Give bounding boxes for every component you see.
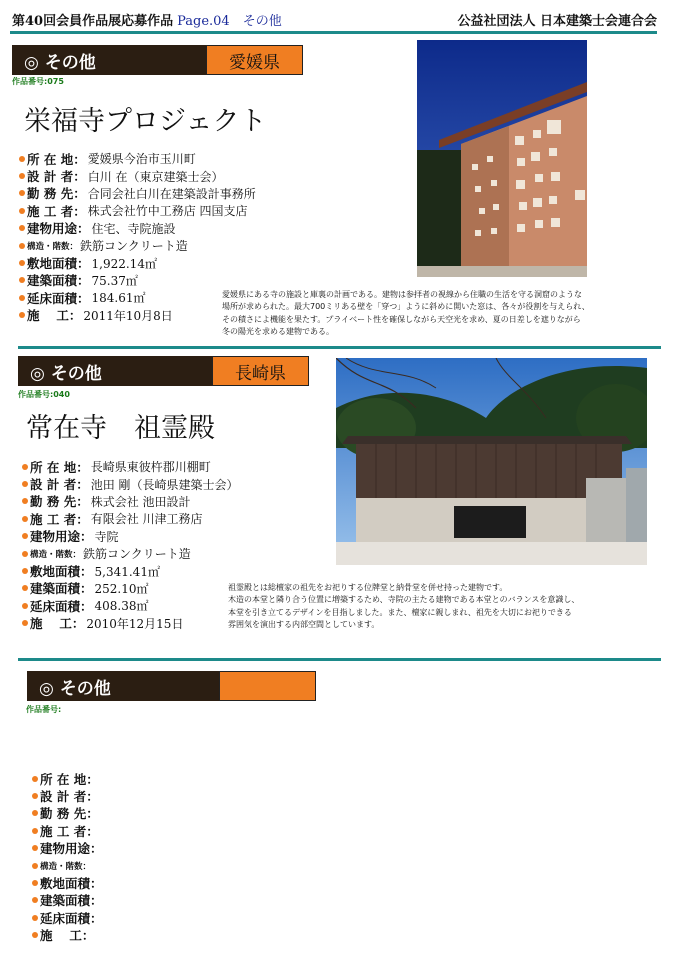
bullet-icon xyxy=(22,585,28,591)
field-value: 株式会社 池田設計 xyxy=(90,494,191,509)
info-row-completion xyxy=(22,615,239,632)
info-row-contractor xyxy=(22,510,239,527)
field-label: 所 在 地： xyxy=(27,151,86,167)
field-label: 施 工 者： xyxy=(40,823,99,839)
project-info-list xyxy=(22,458,239,632)
info-row-contractor xyxy=(19,202,256,219)
field-label: 設 計 者： xyxy=(27,169,86,185)
info-row-employer xyxy=(22,493,239,510)
info-row-completion xyxy=(19,307,256,324)
project-info-list xyxy=(19,150,256,324)
description-line: 木造の本堂と隣り合う位置に増築するため、寺院の主たる建物である本堂とのバランスを意識し、 xyxy=(228,595,580,605)
field-label: 所 在 地： xyxy=(40,771,99,787)
page-label: Page.04 その他 xyxy=(177,14,282,29)
header-divider xyxy=(10,31,657,34)
info-row-designer xyxy=(22,475,239,492)
info-row-completion xyxy=(32,927,103,944)
bullet-icon xyxy=(32,845,38,851)
field-label: 建物用途： xyxy=(27,221,90,237)
bullet-icon xyxy=(32,776,38,782)
bullet-icon xyxy=(19,208,25,214)
field-label: 延床面積： xyxy=(27,290,90,306)
info-row-building-area xyxy=(22,580,239,597)
info-row-use xyxy=(22,528,239,545)
work-number: 作品番号: xyxy=(26,705,62,714)
bullet-icon xyxy=(22,464,28,470)
bullet-icon xyxy=(19,243,25,249)
mausoleum-building-photo-icon xyxy=(336,358,647,565)
info-row-site-area xyxy=(32,874,103,891)
info-row-location xyxy=(32,770,103,787)
field-value: 鉄筋コンクリート造 xyxy=(83,547,191,562)
bullet-icon xyxy=(19,277,25,283)
bullet-icon xyxy=(32,863,38,869)
info-row-use xyxy=(32,840,103,857)
field-value: 株式会社竹中工務店 四国支店 xyxy=(87,204,248,219)
field-value: 住宅、寺院施設 xyxy=(91,221,176,236)
work-number: 作品番号:075 xyxy=(12,77,64,86)
bullet-icon xyxy=(22,516,28,522)
info-row-employer xyxy=(32,805,103,822)
temple-building-photo xyxy=(417,40,587,277)
project-info-list xyxy=(32,770,103,944)
info-row-location xyxy=(22,458,239,475)
temple-building-photo-icon xyxy=(417,40,587,277)
bullet-icon xyxy=(19,260,25,266)
prefecture-label: 長崎県 xyxy=(212,356,309,386)
project-description xyxy=(228,582,668,632)
category-label: ◎ その他 xyxy=(27,671,219,701)
field-value: 5,341.41㎡ xyxy=(94,564,160,579)
field-label: 建築面積： xyxy=(30,581,93,597)
info-row-site-area xyxy=(19,254,256,271)
bullet-icon xyxy=(22,568,28,574)
bullet-icon xyxy=(19,156,25,162)
project-title: 常在寺 祖霊殿 xyxy=(26,413,215,444)
field-label: 施 工： xyxy=(40,928,95,944)
bullet-icon xyxy=(19,295,25,301)
bullet-icon xyxy=(32,915,38,921)
field-value: 寺院 xyxy=(94,529,119,544)
project-title: 栄福寺プロジェクト xyxy=(24,106,267,137)
info-row-structure xyxy=(19,237,256,254)
bullet-icon xyxy=(22,620,28,626)
mausoleum-building-photo xyxy=(336,358,647,565)
info-row-structure xyxy=(22,545,239,562)
document-header xyxy=(12,10,282,29)
bullet-icon xyxy=(32,880,38,886)
category-band xyxy=(18,356,309,386)
info-row-use xyxy=(19,220,256,237)
bullet-icon xyxy=(22,603,28,609)
info-row-location xyxy=(19,150,256,167)
info-row-designer xyxy=(32,787,103,804)
field-label: 施 工： xyxy=(27,308,82,324)
description-line: 本堂を引き立てるデザインを目指しました。また、檀家に親しまれ、祖先を大切にお祀りできる xyxy=(228,607,572,617)
info-row-site-area xyxy=(22,562,239,579)
bullet-icon xyxy=(32,897,38,903)
description-line: 場所が求められた。最大700ミリある壁を「穿つ」ように斜めに開いた窓は、各々が役割を与えられ、 xyxy=(222,302,590,312)
field-value: 池田 剛（長崎県建築士会） xyxy=(90,477,239,492)
field-label: 建築面積： xyxy=(27,273,90,289)
field-value: 合同会社白川在建築設計事務所 xyxy=(87,186,256,201)
field-value: 252.10㎡ xyxy=(94,581,149,596)
info-row-building-area xyxy=(19,272,256,289)
field-value: 鉄筋コンクリート造 xyxy=(80,239,188,254)
category-band xyxy=(12,45,303,75)
project-description xyxy=(222,289,667,339)
description-line: 愛媛県にある寺の施設と庫裏の計画である。建物は参拝者の視線から住職の生活を守る洞窟のような xyxy=(222,290,582,299)
info-row-contractor xyxy=(32,822,103,839)
info-row-floor-area xyxy=(19,289,256,306)
field-label: 所 在 地： xyxy=(30,459,89,475)
bullet-icon xyxy=(19,312,25,318)
entry-divider xyxy=(18,346,661,349)
bullet-icon xyxy=(19,190,25,196)
category-label: ◎ その他 xyxy=(12,45,206,75)
field-label: 延床面積： xyxy=(40,910,103,926)
field-value: 2010年12月15日 xyxy=(86,616,184,631)
field-value: 75.37㎡ xyxy=(91,273,138,288)
field-value: 長崎県東彼杵郡川棚町 xyxy=(90,460,211,475)
bullet-icon xyxy=(22,481,28,487)
field-label: 敷地面積： xyxy=(27,256,90,272)
field-label: 設 計 者： xyxy=(40,789,99,805)
field-label: 建物用途： xyxy=(40,841,103,857)
field-value: 愛媛県今治市玉川町 xyxy=(87,152,196,167)
field-value: 1,922.14㎡ xyxy=(91,256,157,271)
entry-divider xyxy=(18,658,661,661)
info-row-designer xyxy=(19,167,256,184)
field-label: 敷地面積： xyxy=(40,876,103,892)
field-label: 構造・階数： xyxy=(30,549,82,560)
field-value: 408.38㎡ xyxy=(94,599,149,614)
field-value: 184.61㎡ xyxy=(91,291,146,306)
field-label: 敷地面積： xyxy=(30,564,93,580)
description-line: その積さによ機能を果たす。プライベート性を確保しながら天空光を求め、夏の日差しを遮りながら xyxy=(222,314,581,324)
field-value: 2011年10月8日 xyxy=(83,308,173,323)
prefecture-label: 愛媛県 xyxy=(206,45,303,75)
bullet-icon xyxy=(32,932,38,938)
category-band xyxy=(27,671,316,701)
info-row-structure xyxy=(32,857,103,874)
bullet-icon xyxy=(32,793,38,799)
category-label: ◎ その他 xyxy=(18,356,212,386)
bullet-icon xyxy=(32,828,38,834)
bullet-icon xyxy=(19,225,25,231)
bullet-icon xyxy=(22,498,28,504)
field-label: 構造・階数： xyxy=(40,861,92,872)
field-value: 有限会社 川津工務店 xyxy=(90,512,203,527)
field-label: 施 工 者： xyxy=(27,203,86,219)
field-label: 施 工： xyxy=(30,616,85,632)
field-label: 建築面積： xyxy=(40,893,103,909)
field-label: 建物用途： xyxy=(30,529,93,545)
description-line: 冬の陽光を求める建物である。 xyxy=(222,327,334,337)
field-label: 勤 務 先： xyxy=(30,494,89,510)
info-row-floor-area xyxy=(32,909,103,926)
info-row-building-area xyxy=(32,892,103,909)
field-label: 延床面積： xyxy=(30,598,93,614)
organization-name: 公益社団法人 日本建築士会連合会 xyxy=(457,14,657,29)
field-value: 白川 在（東京建築士会） xyxy=(87,169,224,184)
info-row-employer xyxy=(19,185,256,202)
bullet-icon xyxy=(32,810,38,816)
exhibition-title: 第40回会員作品展応募作品 xyxy=(12,14,174,29)
field-label: 構造・階数： xyxy=(27,241,79,252)
field-label: 勤 務 先： xyxy=(40,806,99,822)
bullet-icon xyxy=(22,533,28,539)
field-label: 設 計 者： xyxy=(30,477,89,493)
field-label: 勤 務 先： xyxy=(27,186,86,202)
field-label: 施 工 者： xyxy=(30,511,89,527)
description-line: 祖霊殿とは総檀家の祖先をお祀りする位牌堂と納骨堂を併せ持った建物です。 xyxy=(228,583,508,592)
work-number: 作品番号:040 xyxy=(18,390,70,399)
bullet-icon xyxy=(19,173,25,179)
info-row-floor-area xyxy=(22,597,239,614)
description-line: 雰囲気を演出する内部空間としています。 xyxy=(228,620,380,630)
prefecture-label xyxy=(219,671,316,701)
bullet-icon xyxy=(22,551,28,557)
